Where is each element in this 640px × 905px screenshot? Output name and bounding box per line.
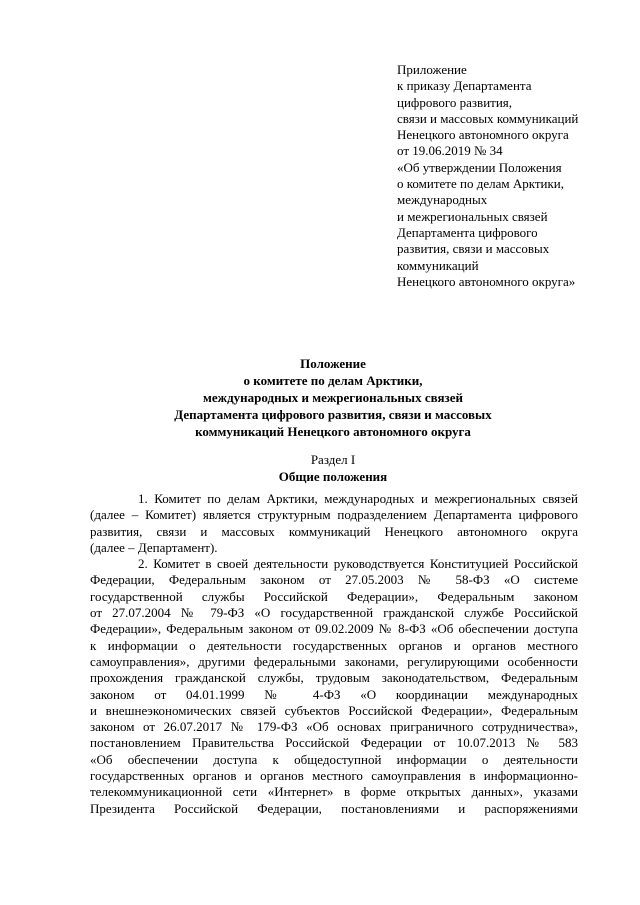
title-line: коммуникаций Ненецкого автономного округа [195,424,471,439]
appendix-line: «Об утверждении Положения [397,159,562,175]
section-heading [88,451,578,485]
text-line: (далее – Департамент). [90,539,218,555]
paragraph-2 [90,556,578,817]
document-body [90,491,578,817]
appendix-line: от 19.06.2019 № 34 [397,143,503,159]
title-line: о комитете по делам Арктики, [243,373,423,388]
text-line: Федерации, Федеральным законом от 27.05.2003 № 58-ФЗ «О системе [90,572,578,588]
appendix-header [397,62,627,290]
text-line: к информации о деятельности государственных органов и органов местного [90,637,578,653]
text-line: телекоммуникационной сети «Интернет» в форме открытых данных», указами [90,784,578,800]
appendix-line: Ненецкого автономного округа» [397,273,576,289]
text-line: и внешнеэкономических связей субъектов Российской Федерации», Федеральным [90,702,578,718]
text-line: постановлением Правительства Российской Федерации от 10.07.2013 № 583 [90,735,578,751]
appendix-line: Департамента цифрового [397,224,538,240]
text-line: государственной службы Российской Федерации», Федеральным законом [90,588,578,604]
appendix-line: к приказу Департамента [397,78,532,94]
title-line: Департамента цифрового развития, связи и массовых [174,407,492,422]
text-line: 1. Комитет по делам Арктики, международных и межрегиональных связей [138,491,578,506]
text-line: самоуправления», другими федеральными законами, регулирующими особенности [90,653,578,669]
appendix-line: Приложение [397,62,467,77]
title-line: Положение [300,356,366,371]
text-line: развития, связи и массовых коммуникаций Ненецкого автономного округа [90,523,578,539]
appendix-line: и межрегиональных связей [397,208,548,224]
document-title [88,355,578,440]
paragraph-1 [90,491,578,556]
section-number: Раздел I [310,452,356,467]
text-line: Федерации», Федеральным законом от 09.02.2009 № 8-ФЗ «Об обеспечении доступа [90,621,578,637]
text-line: «Об обеспечении доступа к общедоступной информации о деятельности [90,751,578,767]
text-line: законом от 26.07.2017 № 179-ФЗ «Об основах приграничного сотрудничества», [90,719,578,735]
text-line: законом от 04.01.1999 № 4-ФЗ «О координации международных [90,686,578,702]
appendix-line: развития, связи и массовых [397,241,550,257]
text-line: Президента Российской Федерации, постановлениями и распоряжениями [90,800,578,816]
text-line: прохождения гражданской службы, трудовым законодательством, Федеральным [90,670,578,686]
appendix-line: цифрового развития, [397,94,513,110]
appendix-line: коммуникаций [397,257,479,273]
appendix-line: Ненецкого автономного округа [397,127,569,143]
section-title: Общие положения [278,469,388,484]
appendix-line: о комитете по делам Арктики, [397,176,565,192]
text-line: (далее – Комитет) является структурным подразделением Департамента цифрового [90,507,578,523]
appendix-line: международных [397,192,488,208]
text-line: от 27.07.2004 № 79-ФЗ «О государственной гражданской службе Российской [90,605,578,621]
text-line: 2. Комитет в своей деятельности руководствуется Конституцией Российской [138,556,578,572]
text-line: государственных органов и органов местного самоуправления в информационно- [90,768,578,784]
appendix-line: связи и массовых коммуникаций [397,110,579,126]
title-line: международных и межрегиональных связей [203,390,463,405]
